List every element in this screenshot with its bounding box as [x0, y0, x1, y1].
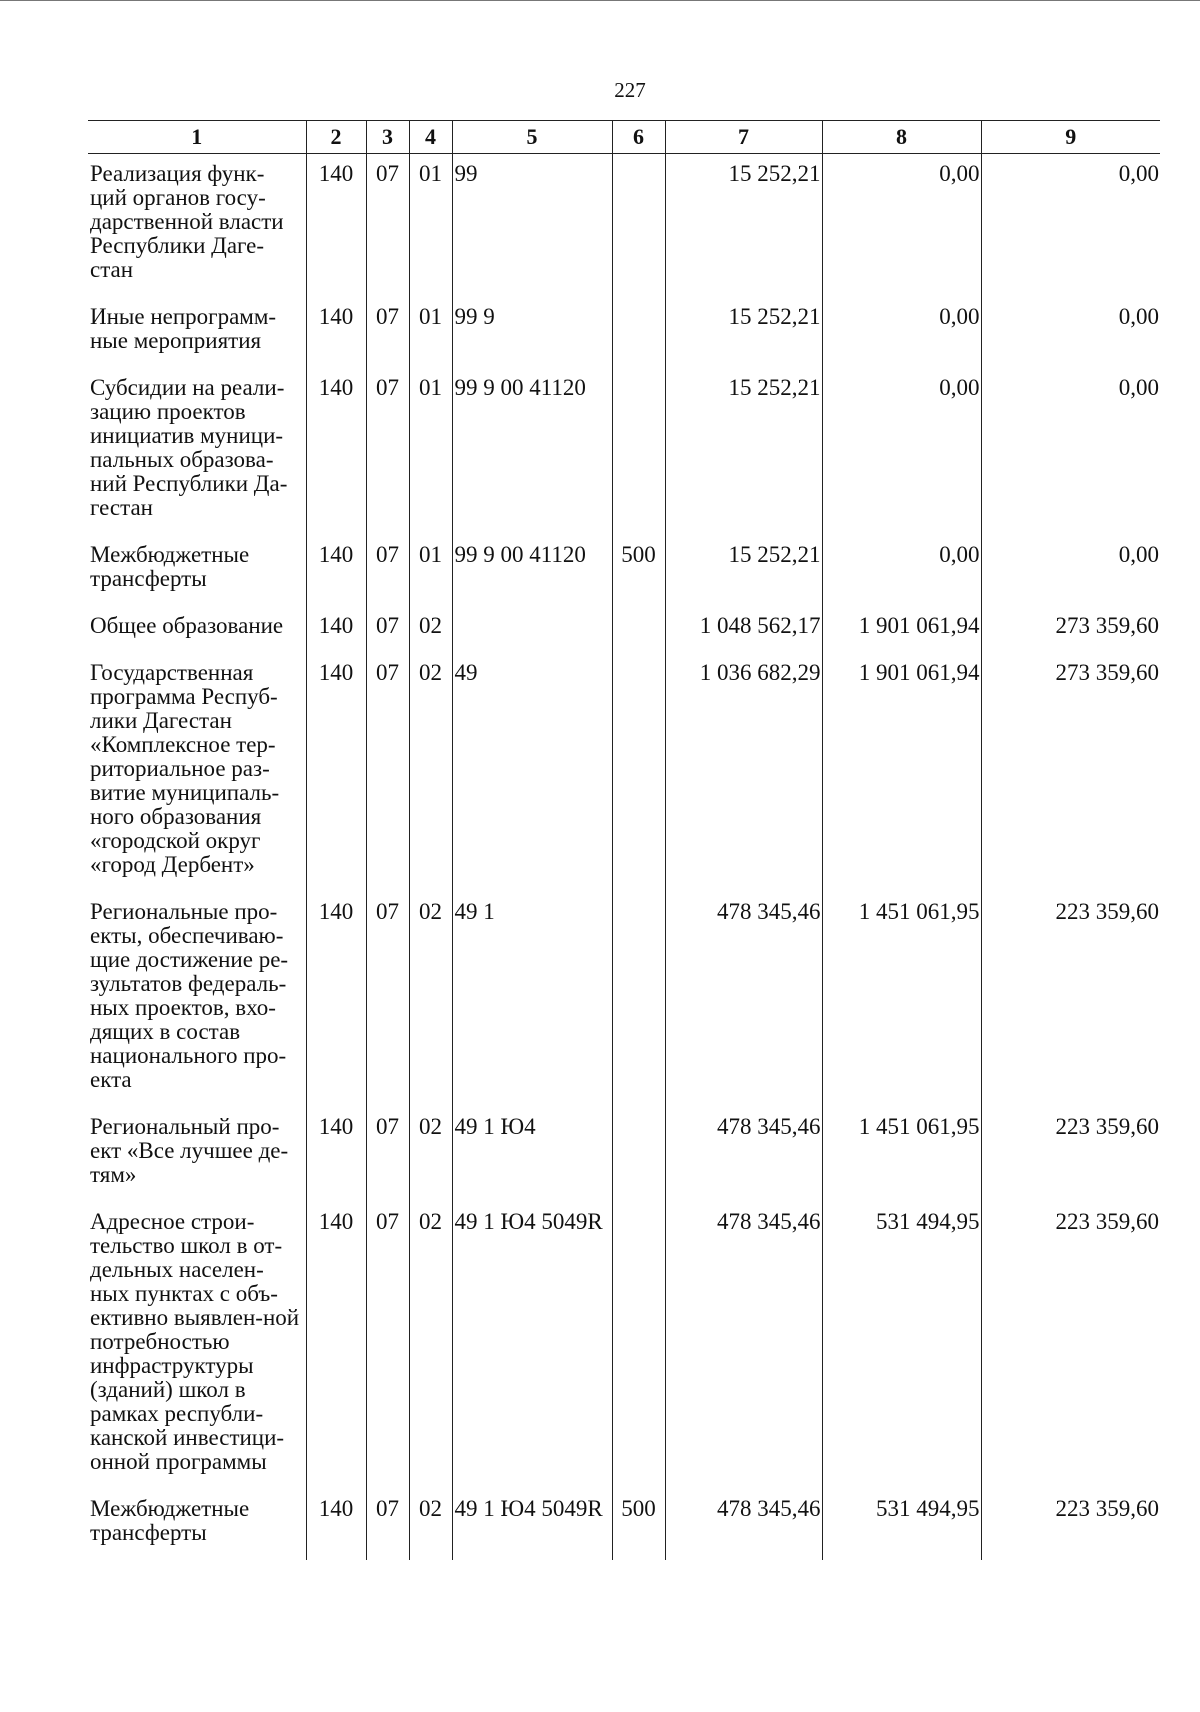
row-name: Региональный про-ект «Все лучшее де-тям»	[90, 1114, 289, 1187]
table-row	[88, 653, 1160, 892]
cell-code-5: 99 9 00 41120	[452, 368, 612, 535]
cell-amount-9: 0,00	[981, 154, 1160, 298]
cell-code-2: 140	[306, 892, 366, 1107]
row-name: Общее образование	[90, 613, 284, 638]
cell-amount-9: 223 359,60	[981, 892, 1160, 1107]
cell-amount-7: 1 048 562,17	[665, 606, 822, 653]
cell-code-4: 01	[409, 154, 452, 298]
cell-amount-8: 531 494,95	[822, 1202, 981, 1489]
cell-code-6	[612, 154, 665, 298]
cell-code-4: 01	[409, 368, 452, 535]
cell-amount-7: 478 345,46	[665, 892, 822, 1107]
cell-code-5: 49 1 Ю4 5049R	[452, 1489, 612, 1560]
cell-code-3: 07	[366, 1489, 409, 1560]
cell-code-3: 07	[366, 1202, 409, 1489]
cell-amount-9: 273 359,60	[981, 653, 1160, 892]
column-header: 5	[452, 121, 612, 154]
row-name: Региональные про-екты, обеспечиваю-щие достижение ре-зультатов федераль-ных проектов, вхо-дящих в состав национального про-екта	[90, 899, 289, 1092]
table-row	[88, 892, 1160, 1107]
cell-code-2: 140	[306, 535, 366, 606]
column-header: 8	[822, 121, 981, 154]
cell-code-6	[612, 653, 665, 892]
cell-amount-9: 0,00	[981, 535, 1160, 606]
cell-amount-7: 478 345,46	[665, 1202, 822, 1489]
cell-amount-8: 1 451 061,95	[822, 1107, 981, 1202]
cell-amount-9: 223 359,60	[981, 1489, 1160, 1560]
column-header: 4	[409, 121, 452, 154]
cell-code-5: 49	[452, 653, 612, 892]
table-row	[88, 297, 1160, 368]
cell-code-2: 140	[306, 1489, 366, 1560]
row-name: Адресное строи-тельство школ в от-дельных населен-ных пунктах с объ-ективно выявлен-ной потребностью инфраструктуры (зданий) школ в рамках республи-канской инвестици-онной программы	[90, 1209, 300, 1474]
cell-code-5: 99 9 00 41120	[452, 535, 612, 606]
column-header: 1	[88, 121, 306, 154]
cell-amount-8: 0,00	[822, 368, 981, 535]
row-name: Межбюджетные трансферты	[90, 1496, 250, 1545]
cell-code-4: 02	[409, 892, 452, 1107]
cell-code-2: 140	[306, 1107, 366, 1202]
row-name: Иные непрограмм-ные мероприятия	[90, 304, 277, 353]
cell-code-2: 140	[306, 653, 366, 892]
cell-code-4: 02	[409, 606, 452, 653]
column-header: 9	[981, 121, 1160, 154]
cell-amount-8: 0,00	[822, 154, 981, 298]
cell-code-3: 07	[366, 368, 409, 535]
cell-code-5	[452, 606, 612, 653]
cell-code-3: 07	[366, 1107, 409, 1202]
table-row	[88, 606, 1160, 653]
cell-code-2: 140	[306, 1202, 366, 1489]
cell-code-2: 140	[306, 606, 366, 653]
cell-code-6	[612, 368, 665, 535]
cell-amount-8: 531 494,95	[822, 1489, 981, 1560]
table-header-row	[88, 121, 1160, 154]
row-name: Субсидии на реали-зацию проектов инициатив муници-пальных образова-ний Республики Да-гестан	[90, 375, 288, 520]
cell-code-4: 02	[409, 1202, 452, 1489]
cell-code-6	[612, 606, 665, 653]
cell-code-3: 07	[366, 653, 409, 892]
cell-code-4: 01	[409, 535, 452, 606]
cell-code-2: 140	[306, 368, 366, 535]
cell-amount-9: 223 359,60	[981, 1107, 1160, 1202]
cell-amount-7: 15 252,21	[665, 154, 822, 298]
row-name: Реализация функ-ций органов госу-дарственной власти Республики Даге-стан	[90, 161, 284, 282]
cell-code-3: 07	[366, 892, 409, 1107]
table-body	[88, 154, 1160, 1561]
cell-code-5: 49 1 Ю4	[452, 1107, 612, 1202]
cell-code-2: 140	[306, 297, 366, 368]
cell-amount-8: 1 901 061,94	[822, 653, 981, 892]
cell-amount-8: 1 451 061,95	[822, 892, 981, 1107]
cell-amount-8: 0,00	[822, 535, 981, 606]
cell-code-5: 49 1	[452, 892, 612, 1107]
cell-amount-7: 478 345,46	[665, 1107, 822, 1202]
cell-amount-9: 273 359,60	[981, 606, 1160, 653]
cell-code-4: 02	[409, 653, 452, 892]
cell-amount-9: 0,00	[981, 297, 1160, 368]
column-header: 3	[366, 121, 409, 154]
cell-code-5: 99 9	[452, 297, 612, 368]
column-header: 6	[612, 121, 665, 154]
cell-code-3: 07	[366, 535, 409, 606]
cell-code-6: 500	[612, 535, 665, 606]
cell-amount-7: 1 036 682,29	[665, 653, 822, 892]
column-header: 2	[306, 121, 366, 154]
table-row	[88, 535, 1160, 606]
budget-table	[88, 120, 1160, 1560]
cell-code-2: 140	[306, 154, 366, 298]
cell-code-5: 49 1 Ю4 5049R	[452, 1202, 612, 1489]
row-name: Государственная программа Респуб-лики Дагестан «Комплексное тер-риториальное раз-витие муниципаль-ного образования «городской округ «город Дербент»	[90, 660, 280, 877]
cell-code-4: 01	[409, 297, 452, 368]
table-row	[88, 1202, 1160, 1489]
cell-amount-7: 15 252,21	[665, 368, 822, 535]
table-row	[88, 154, 1160, 298]
cell-code-5: 99	[452, 154, 612, 298]
cell-code-3: 07	[366, 297, 409, 368]
cell-code-3: 07	[366, 154, 409, 298]
cell-amount-9: 0,00	[981, 368, 1160, 535]
cell-code-4: 02	[409, 1107, 452, 1202]
cell-code-4: 02	[409, 1489, 452, 1560]
cell-amount-8: 0,00	[822, 297, 981, 368]
cell-code-6: 500	[612, 1489, 665, 1560]
cell-code-6	[612, 1107, 665, 1202]
cell-amount-9: 223 359,60	[981, 1202, 1160, 1489]
cell-code-6	[612, 1202, 665, 1489]
table-row	[88, 1489, 1160, 1560]
cell-code-6	[612, 297, 665, 368]
table-row	[88, 368, 1160, 535]
cell-amount-7: 478 345,46	[665, 1489, 822, 1560]
page-number: 227	[614, 78, 646, 102]
cell-amount-7: 15 252,21	[665, 297, 822, 368]
scan-top-edge	[0, 0, 1200, 1]
column-header: 7	[665, 121, 822, 154]
cell-amount-8: 1 901 061,94	[822, 606, 981, 653]
cell-amount-7: 15 252,21	[665, 535, 822, 606]
cell-code-3: 07	[366, 606, 409, 653]
table-row	[88, 1107, 1160, 1202]
cell-code-6	[612, 892, 665, 1107]
row-name: Межбюджетные трансферты	[90, 542, 250, 591]
